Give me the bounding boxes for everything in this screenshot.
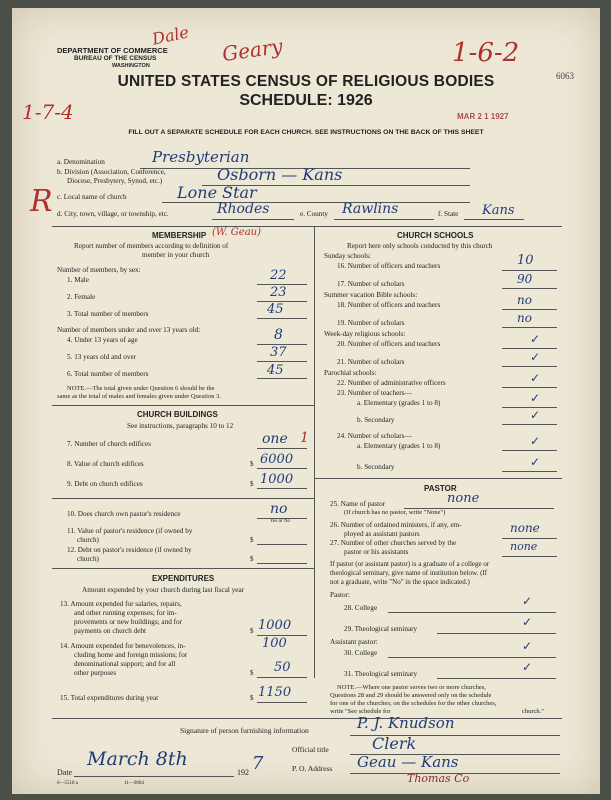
q14-dollar: $ [250,669,254,677]
q15-dollar: $ [250,694,254,702]
q21-check: ✓ [530,350,541,364]
membership-note-2: same as the total of males and females given under Question 3. [57,393,221,400]
q24a-line [502,450,557,451]
q31-line [437,678,556,679]
q8-label: 8. Value of church edifices [67,460,144,468]
q8-dollar: $ [250,460,254,468]
q23a-check: ✓ [530,391,541,405]
pastor-inst-2: theological seminary, give name of institution below. (If [330,569,488,577]
q28-check: ✓ [522,594,533,608]
q31-label: 31. Theological seminary [344,670,418,678]
q28-line [388,612,556,613]
q19-value: no [517,311,532,325]
q23a-label: a. Elementary (grades 1 to 8) [357,399,441,407]
q6-value: 45 [267,363,284,378]
expenditures-heading: EXPENDITURES [152,574,215,583]
q15-value: 1150 [258,685,292,700]
year-prefix: 192 [237,768,249,777]
q13-label-4: payments on church debt [74,627,147,635]
title-value: Clerk [372,734,417,753]
q29-label: 29. Theological seminary [344,625,418,633]
q22-check: ✓ [530,371,541,385]
county-line [334,219,434,220]
column-divider [314,226,315,678]
q19-line [502,327,557,328]
county-value: Rawlins [342,201,399,217]
q12-label-2: church) [77,555,99,563]
schools-heading: CHURCH SCHOOLS [397,231,474,240]
q13-value: 1000 [258,618,292,633]
local-name-label: c. Local name of church [57,193,127,201]
q14-value-1: 100 [262,636,287,651]
q26-label: 26. Number of ordained ministers, if any, em- [330,521,462,529]
q14-value-2: 50 [274,660,291,675]
q23b-line [502,424,557,425]
q24b-check: ✓ [530,455,541,469]
q2-value: 23 [270,285,287,300]
q1-value: 22 [270,268,287,283]
form-number: 6—5518 a [57,781,78,786]
bureau-label: BUREAU OF THE CENSUS [74,55,157,62]
q27-line [502,556,557,557]
q17-label: 17. Number of scholars [337,280,405,288]
schools-desc: Report here only schools conducted by this church [347,242,493,250]
q13-label-2: and other running expenses; for im- [74,609,177,617]
q27-value: none [510,540,538,553]
denomination-value: Presbyterian [152,148,250,166]
q2-label: 2. Female [67,293,96,301]
margin-r-mark: R [30,184,53,219]
pastor-sub-label: Pastor: [330,591,350,599]
q30-check: ✓ [522,639,533,653]
date-line [74,776,234,777]
q9-dollar: $ [250,480,254,488]
top-left-code: 1-7-4 [22,100,74,124]
q11-line [257,544,307,545]
by-age-label: Number of members under and over 13 years old: [57,326,201,334]
q17-value: 90 [517,272,533,286]
q3-label: 3. Total number of members [67,310,149,318]
q7-value: one [262,431,288,447]
q16-label: 16. Number of officers and teachers [337,262,441,270]
q20-label: 20. Number of officers and teachers [337,340,441,348]
membership-desc-1: Report number of members according to definition of [74,242,229,250]
q10-value: no [270,501,288,517]
received-stamp: MAR 2 1 1927 [457,112,509,121]
q3-line [257,318,307,319]
signature-label: Signature of person furnishing information [180,726,309,735]
year-suffix: 7 [252,753,264,774]
local-name-line [162,202,470,203]
q14-label-1: 14. Amount expended for benevolences, in- [60,642,186,650]
pastor-note-1: NOTE.—Where one pastor serves two or more churches, [337,684,486,691]
q1-label: 1. Male [67,276,89,284]
address-value-2: Thomas Co [407,772,470,785]
q21-label: 21. Number of scholars [337,358,405,366]
membership-note-1: NOTE.—The total given under Question 6 should be the [67,385,215,392]
membership-desc-2: member in your church [142,251,210,259]
q13-label-3: provements or new buildings; and for [74,618,182,626]
q9-value: 1000 [260,472,294,487]
q28-label: 28. College [344,604,378,612]
q10-label: 10. Does church own pastor's residence [67,510,181,518]
q13-label-1: 13. Amount expended for salaries, repairs, [60,600,182,608]
q5-label: 5. 13 years old and over [67,353,137,361]
address-value: Geau — Kans [357,753,459,771]
q19-label: 19. Number of scholars [337,319,405,327]
q26-line [502,538,557,539]
q24a-check: ✓ [530,434,541,448]
q6-line [257,378,307,379]
department-label: DEPARTMENT OF COMMERCE [57,46,168,55]
q16-value: 10 [517,253,534,268]
q11-label-2: church) [77,536,99,544]
q18-value: no [517,293,532,307]
q23b-check: ✓ [530,408,541,422]
by-sex-label: Number of members, by sex: [57,266,141,274]
q20-line [502,348,557,349]
q15-label: 15. Total expenditures during year [60,694,159,702]
q24a-label: a. Elementary (grades 1 to 8) [357,442,441,450]
signature-value: P. J. Knudson [357,714,455,732]
form-title: UNITED STATES CENSUS OF RELIGIOUS BODIES [117,73,495,90]
q5-value: 37 [270,345,287,360]
asst-sub-label: Assistant pastor: [330,638,378,646]
q27-label-2: pastor or his assistants [344,548,409,556]
parochial-label: Parochial schools: [324,369,377,377]
q20-check: ✓ [530,332,541,346]
q15-line [257,702,307,703]
q14-line [257,677,307,678]
pastor-inst-3: not a graduate, write "No" in the space indicated.) [330,578,470,586]
pastor-note-2: Questions 28 and 29 should be answered only on the schedule [330,692,492,699]
q26-value: none [510,521,540,535]
q8-line [257,468,307,469]
city-line [212,219,294,220]
denomination-label: a. Denomination [57,158,105,166]
q30-line [388,657,556,658]
yes-no-hint: Yes or No [270,519,291,524]
division-value: Osborn — Kans [217,165,343,184]
q30-label: 30. College [344,649,378,657]
q22-label: 22. Number of administrative officers [337,379,446,387]
q9-line [257,488,307,489]
q16-line [502,270,557,271]
q6-label: 6. Total number of members [67,370,149,378]
state-line [464,219,524,220]
membership-heading: MEMBERSHIP [152,231,207,240]
q4-value: 8 [274,327,283,343]
address-label: P. O. Address [292,764,333,773]
pastor-note-4b: church." [522,708,544,715]
q26-label-2: ployed as assistant pastors [344,530,420,538]
q12-line [257,563,307,564]
pastor-note-4: write "See schedule for [330,708,391,715]
pastor-inst-1: If pastor (or assistant pastor) is a graduate of a college or [330,560,490,568]
q11-dollar: $ [250,536,254,544]
q31-check: ✓ [522,660,533,674]
county-label: e. County [300,210,328,218]
buildings-mid-rule [52,498,314,499]
q11-label: 11. Value of pastor's residence (if owned by [67,527,193,535]
q9-label: 9. Debt on church edifices [67,480,143,488]
instruction-line: FILL OUT A SEPARATE SCHEDULE FOR EACH CHURCH. SEE INSTRUCTIONS ON THE BACK OF THIS SHEET [128,129,484,136]
membership-rule [52,405,314,406]
buildings-sub: See instructions, paragraphs 10 to 12 [127,422,234,430]
title-label: Official title [292,745,329,754]
buildings-heading: CHURCH BUILDINGS [137,410,218,419]
division-label: b. Division (Association, Conference, [57,168,166,176]
city-label-field: d. City, town, village, or township, etc. [57,210,169,218]
table-bottom-rule [52,718,562,719]
state-label: f. State [438,210,459,218]
q22-line [502,387,557,388]
q7-label: 7. Number of church edifices [67,440,152,448]
serial-number: 6063 [556,71,574,81]
q24b-line [502,471,557,472]
table-top-rule [52,226,562,227]
q23b-label: b. Secondary [357,416,395,424]
schedule-title: SCHEDULE: 1926 [239,92,373,109]
city-label: WASHINGTON [112,63,150,69]
q13-dollar: $ [250,627,254,635]
q12-dollar: $ [250,555,254,563]
edifice-mark: 1 [300,430,309,446]
q25-label: 25. Name of pastor [330,500,386,508]
q14-label-2: cluding home and foreign missions; for [74,651,188,659]
q21-line [502,366,557,367]
q14-label-4: other purposes [74,669,117,677]
census-schedule-sheet [12,8,600,794]
q24b-label: b. Secondary [357,463,395,471]
q18-line [502,309,557,310]
sunday-label: Sunday schools: [324,252,371,260]
city-value: Rhodes [217,201,270,217]
print-number: 11—9064 [124,781,144,786]
top-name-1: Dale [150,22,191,49]
q27-label: 27. Number of other churches served by the [330,539,457,547]
q7-line [257,448,307,449]
date-label: Date [57,768,73,777]
schools-rule [314,478,562,479]
q29-line [437,633,556,634]
top-name-2: Geary [220,33,284,67]
buildings-rule [52,568,314,569]
q23-label: 23. Number of teachers— [337,389,412,397]
q3-value: 45 [267,302,284,317]
local-name-value: Lone Star [177,183,257,202]
top-right-code: 1-6-2 [452,38,520,68]
weekday-label: Week-day religious schools: [324,330,406,338]
q12-label: 12. Debt on pastor's residence (if owned by [67,546,192,554]
q8-value: 6000 [260,452,294,467]
pastor-heading: PASTOR [424,484,457,493]
date-value: March 8th [87,748,188,770]
q24-label: 24. Number of scholars— [337,432,412,440]
expenditures-sub: Amount expended by your church during last fiscal year [82,586,245,594]
q4-label: 4. Under 13 years of age [67,336,138,344]
vacation-label: Summer vacation Bible schools: [324,291,418,299]
membership-note: (W. Geau) [212,227,261,238]
q17-line [502,288,557,289]
q5-line [257,361,307,362]
pastor-note-3: for one of the churches; on the schedules for the other churches, [330,700,497,707]
q18-label: 18. Number of officers and teachers [337,301,441,309]
division-label-2: Diocese, Presbytery, Synod, etc.) [67,177,163,185]
q25-hint: (If church has no pastor, write "None") [344,509,446,516]
q29-check: ✓ [522,615,533,629]
state-value: Kans [482,203,515,218]
q25-value: none [447,491,480,506]
q14-label-3: denominational support; and for all [74,660,176,668]
